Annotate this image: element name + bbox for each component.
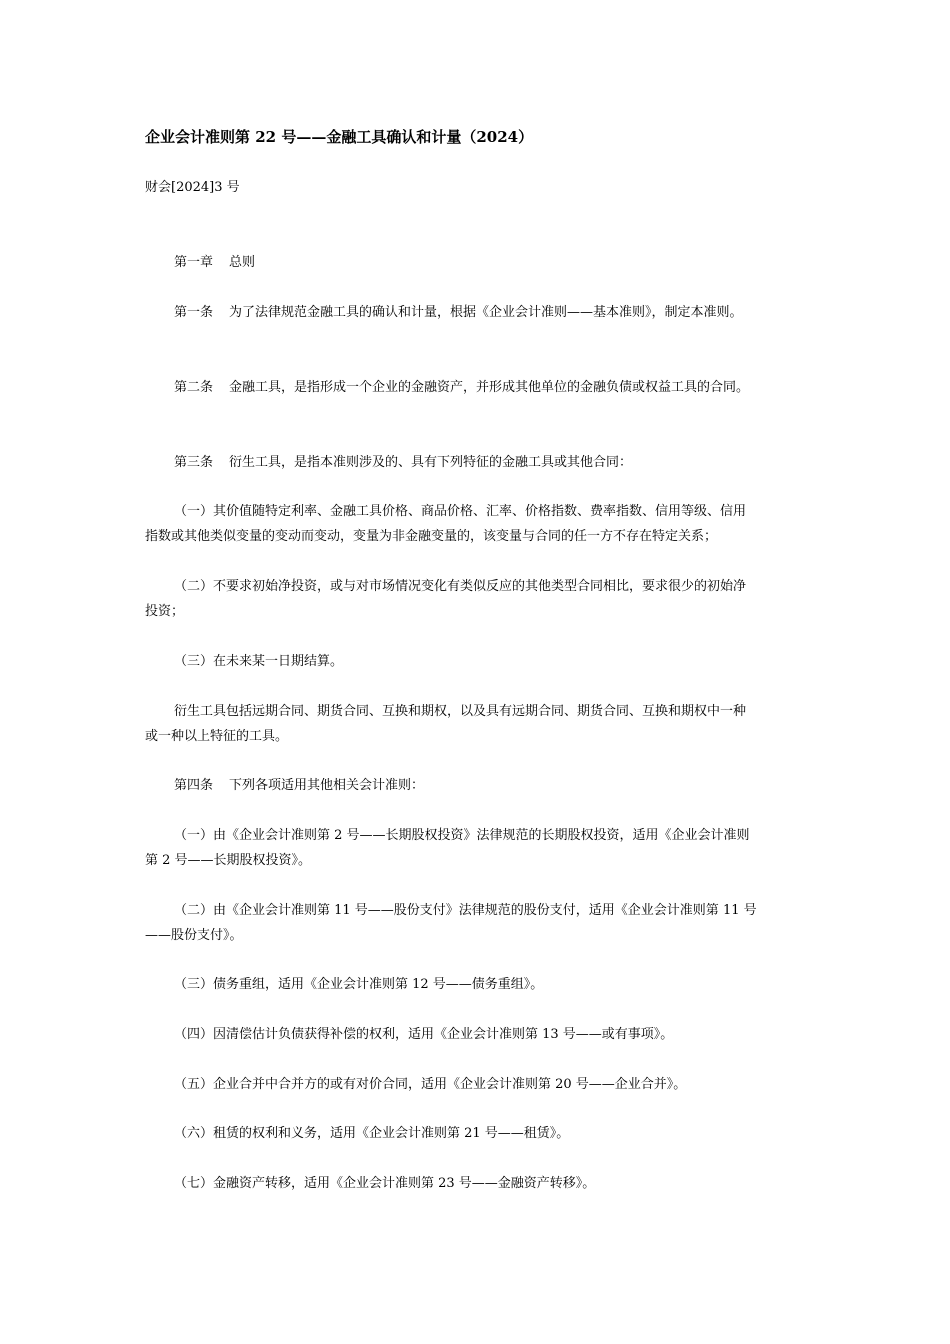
article-2-label: 第二条 — [174, 380, 214, 395]
article-4-item-3: （三）债务重组，适用《企业会计准则第 12 号——债务重组》。 — [174, 977, 544, 992]
article-3 — [174, 455, 632, 471]
article-4-text: 下列各项适用其他相关会计准则： — [229, 778, 425, 793]
article-4-item-4: （四）因清偿估计负债获得补偿的权利，适用《企业会计准则第 13 号——或有事项》。 — [174, 1027, 674, 1042]
article-4-item-2-line-2: ——股份支付》。 — [145, 928, 243, 943]
article-3-label: 第三条 — [174, 455, 214, 470]
chapter-heading — [174, 255, 255, 271]
article-3-item-1-line-1: （一）其价值随特定利率、金融工具价格、商品价格、汇率、价格指数、费率指数、信用等级、信用 — [174, 504, 747, 519]
article-1-label: 第一条 — [174, 305, 214, 320]
article-1-text: 为了法律规范金融工具的确认和计量，根据《企业会计准则——基本准则》，制定本准则。 — [229, 305, 743, 320]
article-3-item-2-line-2: 投资； — [145, 604, 185, 619]
article-4-item-1-line-1: （一）由《企业会计准则第 2 号——长期股权投资》法律规范的长期股权投资，适用《企业会计准则 — [174, 828, 750, 843]
article-1 — [174, 305, 743, 321]
article-2-text: 金融工具，是指形成一个企业的金融资产，并形成其他单位的金融负债或权益工具的合同。 — [229, 380, 750, 395]
article-4-item-2-line-1: （二）由《企业会计准则第 11 号——股份支付》法律规范的股份支付，适用《企业会计准则第 11 号 — [174, 903, 757, 918]
article-4-label: 第四条 — [174, 778, 214, 793]
article-3-item-2-line-1: （二）不要求初始净投资，或与对市场情况变化有类似反应的其他类型合同相比，要求很少的初始净 — [174, 579, 747, 594]
article-4 — [174, 778, 424, 794]
chapter-name: 总则 — [229, 255, 256, 270]
chapter-label: 第一章 — [174, 255, 214, 270]
article-3-item-3: （三）在未来某一日期结算。 — [174, 654, 344, 669]
document-title: 企业会计准则第 22 号——金融工具确认和计量（2024） — [145, 128, 534, 146]
article-3-note-line-1: 衍生工具包括远期合同、期货合同、互换和期权，以及具有远期合同、期货合同、互换和期权中一种 — [174, 704, 747, 719]
article-4-item-6: （六）租赁的权利和义务，适用《企业会计准则第 21 号——租赁》。 — [174, 1126, 570, 1141]
article-3-text: 衍生工具，是指本准则涉及的、具有下列特征的金融工具或其他合同： — [229, 455, 633, 470]
article-3-item-1-line-2: 指数或其他类似变量的变动而变动，变量为非金融变量的，该变量与合同的任一方不存在特定关系； — [145, 529, 718, 544]
article-4-item-7: （七）金融资产转移，适用《企业会计准则第 23 号——金融资产转移》。 — [174, 1176, 596, 1191]
article-2 — [174, 380, 749, 396]
document-number: 财会[2024]3 号 — [145, 180, 240, 195]
article-3-note-line-2: 或一种以上特征的工具。 — [145, 729, 289, 744]
article-4-item-1-line-2: 第 2 号——长期股权投资》。 — [145, 853, 312, 868]
article-4-item-5: （五）企业合并中合并方的或有对价合同，适用《企业会计准则第 20 号——企业合并》。 — [174, 1077, 687, 1092]
